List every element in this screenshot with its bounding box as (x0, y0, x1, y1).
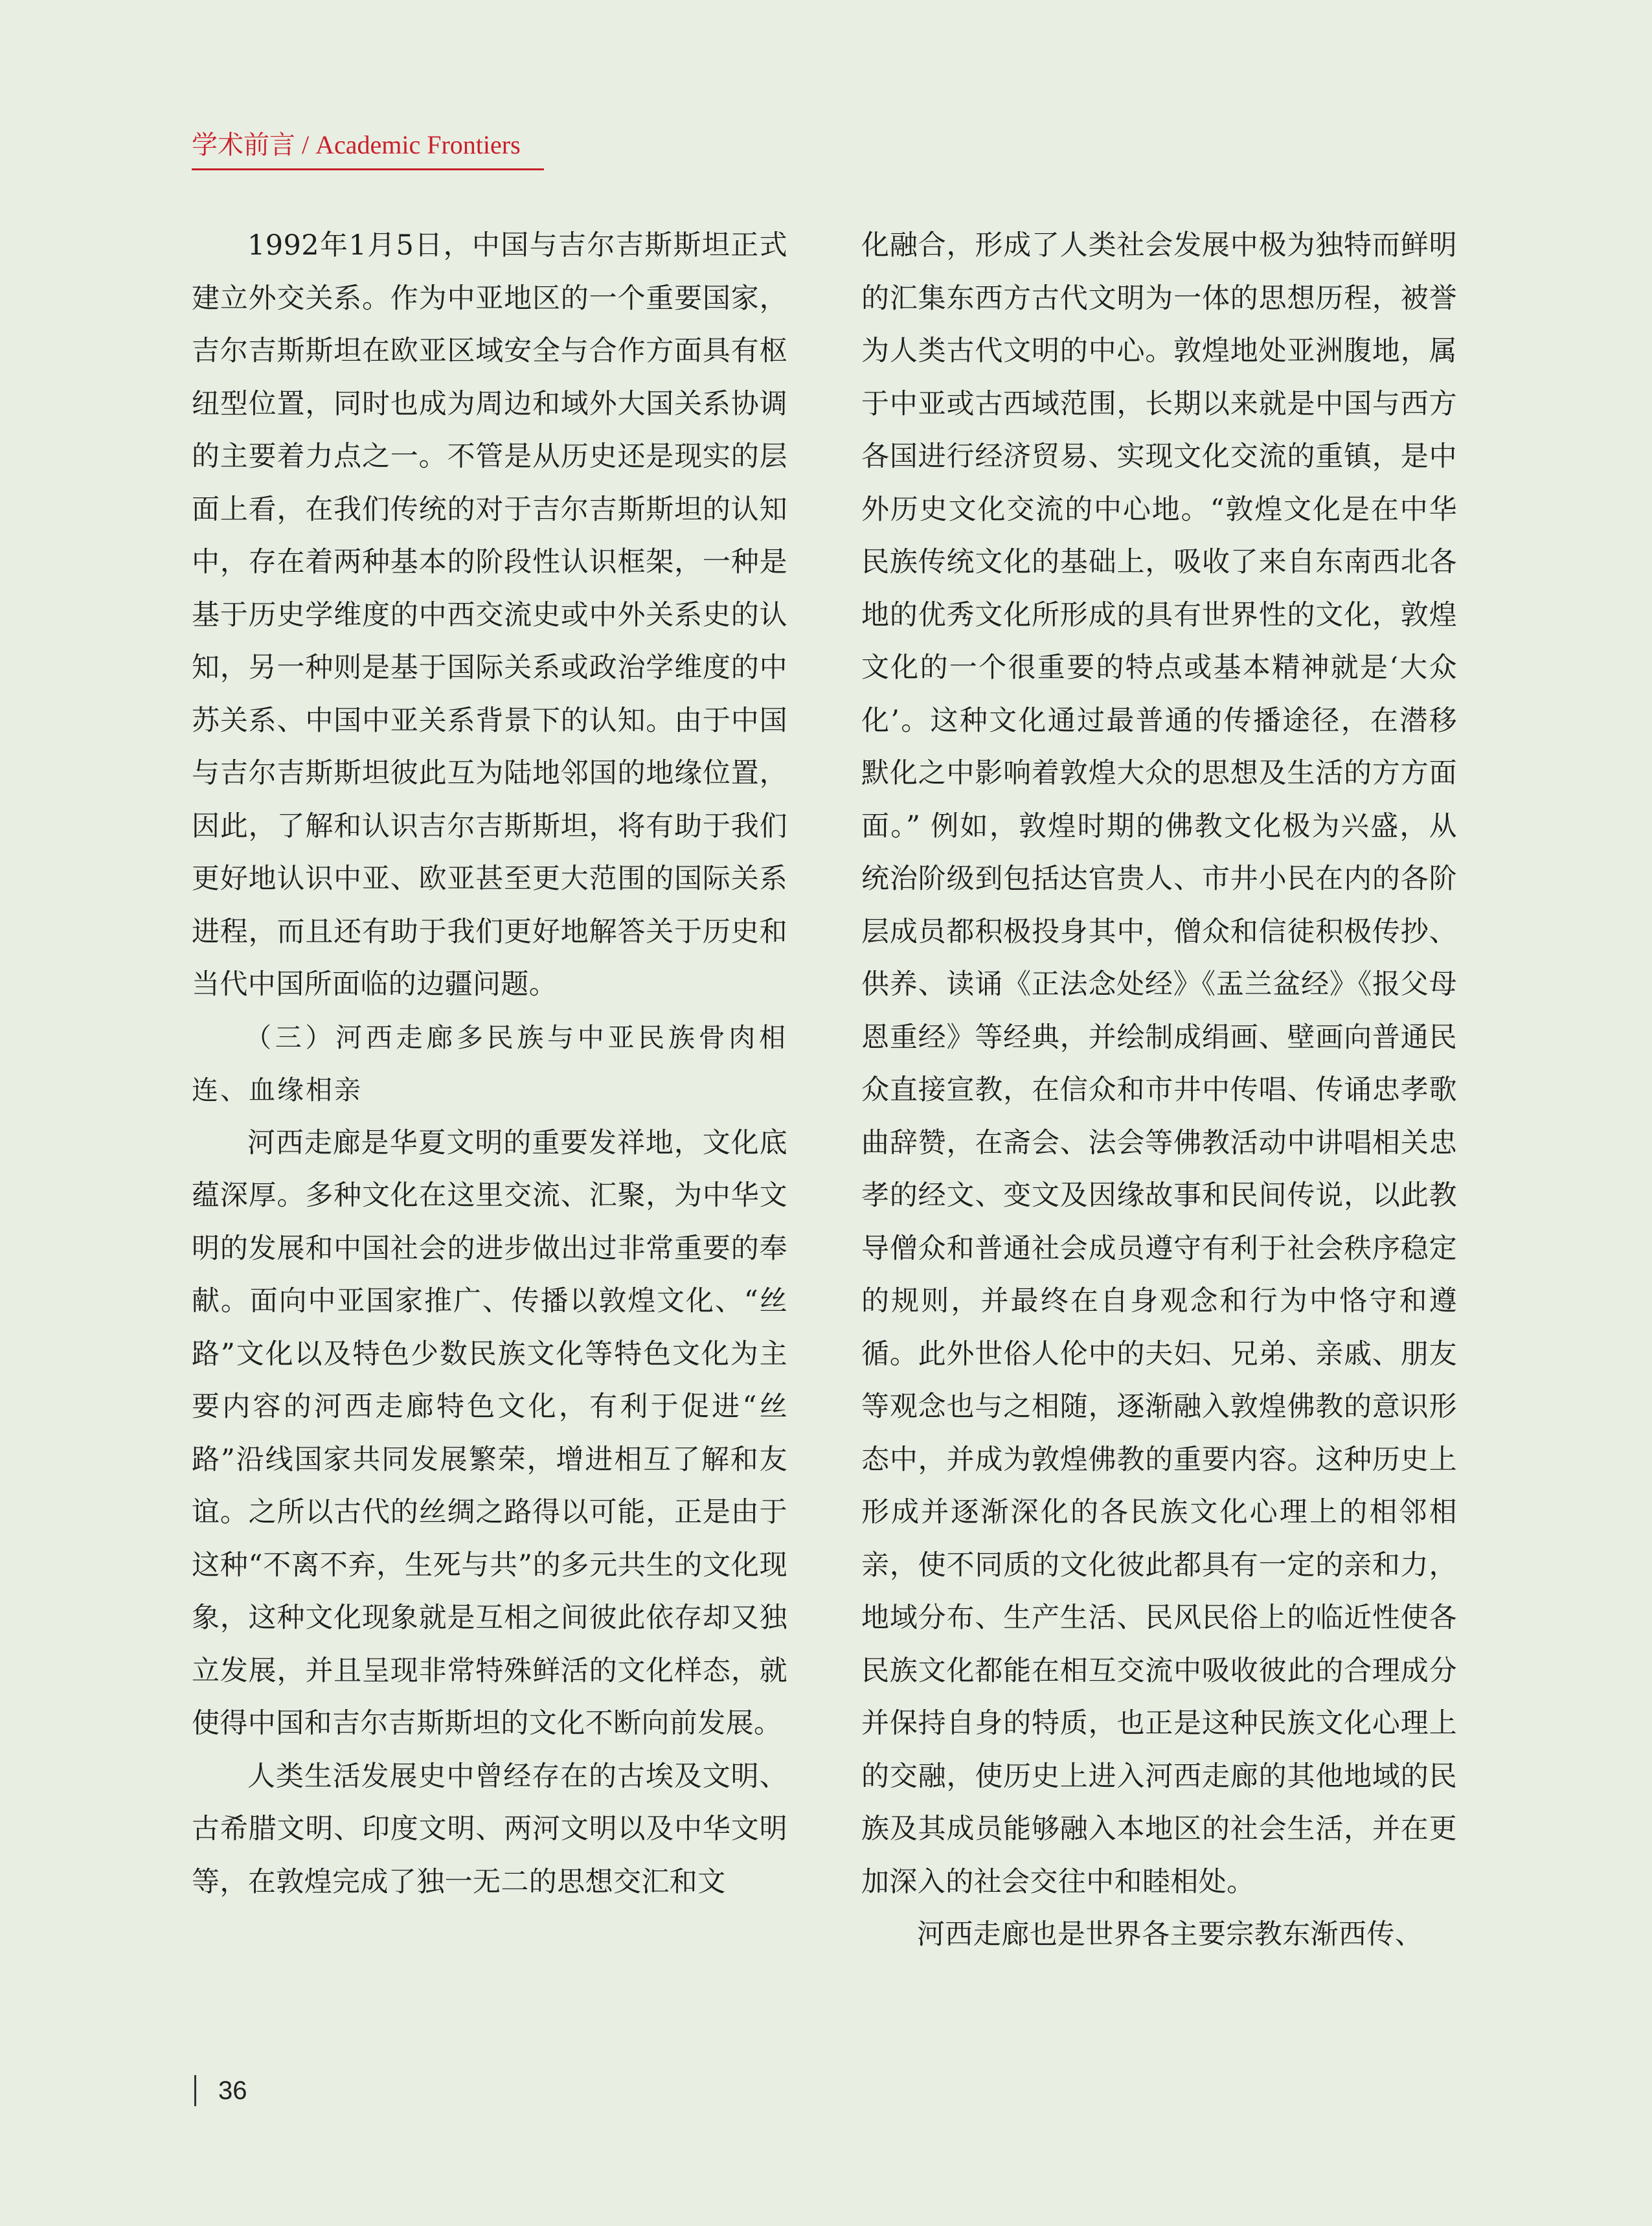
page-footer (194, 2073, 247, 2109)
left-column (192, 220, 787, 1909)
section-subheading: （三）河西走廊多民族与中亚民族骨肉相连、血缘相亲 (192, 1021, 787, 1106)
paragraph-continued: 化融合，形成了人类社会发展中极为独特而鲜明的汇集东西方古代文明为一体的思想历程，被誉为人类古代文明的中心。敦煌地处亚洲腹地，属于中亚或古西域范围，长期以来就是中国与西方各国进行经济贸易、实现文化交流的重镇，是中外历史文化交流的中心地。“敦煌文化是在中华民族传统文化的基础上，吸收了来自东南西北各地的优秀文化所形成的具有世界性的文化，敦煌文化的一个很重要的特点或基本精神就是‘大众化’。这种文化通过最普通的传播途径，在潜移默化之中影响着敦煌大众的思想及生活的方方面面。” 例如，敦煌时期的佛教文化极为兴盛，从统治阶级到包括达官贵人、市井小民在内的各阶层成员都积极投身其中，僧众和信徒积极传抄、供养、读诵《正法念处经》《盂兰盆经》《报父母恩重经》等经典，并绘制成绢画、壁画向普通民众直接宣教，在信众和市井中传唱、传诵忠孝歌曲辞赞，在斋会、法会等佛教活动中讲唱相关忠孝的经文、变文及因缘故事和民间传说，以此教导僧众和普通社会成员遵守有利于社会秩序稳定的规则，并最终在自身观念和行为中恪守和遵循。此外世俗人伦中的夫妇、兄弟、亲戚、朋友等观念也与之相随，逐渐融入敦煌佛教的意识形态中，并成为敦煌佛教的重要内容。这种历史上形成并逐渐深化的各民族文化心理上的相邻相亲，使不同质的文化彼此都具有一定的亲和力，地域分布、生产生活、民风民俗上的临近性使各民族文化都能在相互交流中吸收彼此的合理成分并保持自身的特质，也正是这种民族文化心理上的交融，使历史上进入河西走廊的其他地域的民族及其成员能够融入本地区的社会生活，并在更加深入的社会交往中和睦相处。 (861, 229, 1457, 1898)
right-column (861, 220, 1457, 1962)
footer-divider (194, 2075, 196, 2106)
page-number: 36 (218, 2076, 247, 2105)
paragraph: 人类生活发展史中曾经存在的古埃及文明、古希腊文明、印度文明、两河文明以及中华文明等，在敦煌完成了独一无二的思想交汇和文 (192, 1760, 787, 1898)
paragraph: 河西走廊是华夏文明的重要发祥地，文化底蕴深厚。多种文化在这里交流、汇聚，为中华文明的发展和中国社会的进步做出过非常重要的奉献。面向中亚国家推广、传播以敦煌文化、“丝路”文化以及特色少数民族文化等特色文化为主要内容的河西走廊特色文化，有利于促进“丝路”沿线国家共同发展繁荣，增进相互了解和友谊。之所以古代的丝绸之路得以可能，正是由于这种“不离不弃，生死与共”的多元共生的文化现象，这种文化现象就是互相之间彼此依存却又独立发展，并且呈现非常特殊鲜活的文化样态，就使得中国和吉尔吉斯斯坦的文化不断向前发展。 (192, 1126, 787, 1740)
paragraph: 1992年1月5日，中国与吉尔吉斯斯坦正式建立外交关系。作为中亚地区的一个重要国家，吉尔吉斯斯坦在欧亚区域安全与合作方面具有枢纽型位置，同时也成为周边和域外大国关系协调的主要着力点之一。不管是从历史还是现实的层面上看，在我们传统的对于吉尔吉斯斯坦的认知中，存在着两种基本的阶段性认识框架，一种是基于历史学维度的中西交流史或中外关系史的认知，另一种则是基于国际关系或政治学维度的中苏关系、中国中亚关系背景下的认知。由于中国与吉尔吉斯斯坦彼此互为陆地邻国的地缘位置，因此，了解和认识吉尔吉斯斯坦，将有助于我们更好地认识中亚、欧亚甚至更大范围的国际关系进程，而且还有助于我们更好地解答关于历史和当代中国所面临的边疆问题。 (192, 229, 787, 1001)
running-header (192, 127, 544, 170)
paragraph: 河西走廊也是世界各主要宗教东渐西传、 (917, 1918, 1423, 1951)
section-label: 学术前言 / Academic Frontiers (192, 130, 521, 159)
